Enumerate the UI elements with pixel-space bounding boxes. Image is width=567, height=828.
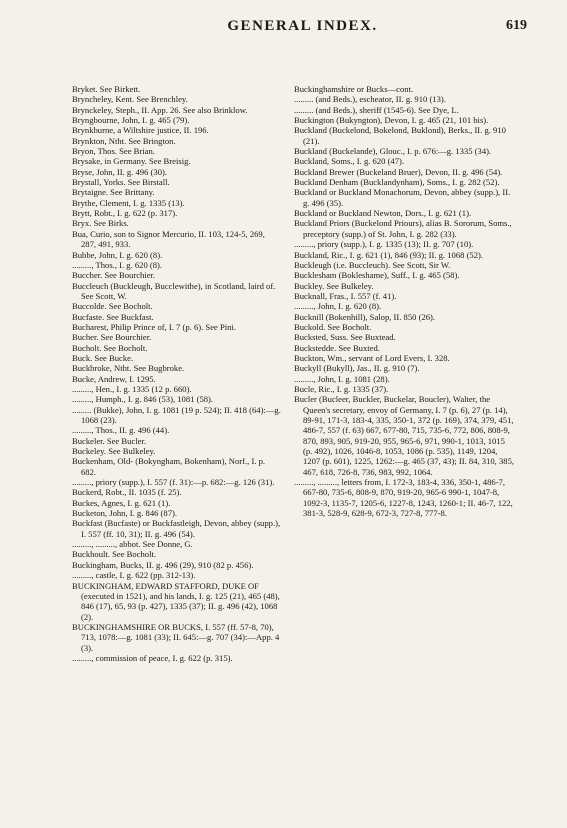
index-entry: ........., castle, I. g. 622 (pp. 312-13). (72, 570, 196, 581)
index-entry: Brynckeley, Steph., II. App. 26. See also Brinklow. (72, 104, 248, 115)
index-entry: Bucklesham (Bokleshame), Suff., I. g. 465 (58). (294, 270, 460, 281)
right-index-column (294, 84, 516, 518)
index-entry: Buckland or Buckland Newton, Dors., I. g. 621 (1). (294, 208, 472, 219)
index-entry: ........., John, I. g. 1081 (28). (294, 373, 390, 384)
index-entry: ........., Humph., I. g. 846 (53), 1081 (58). (72, 394, 214, 405)
index-entry: ........., Thos., I. g. 620 (8). (72, 259, 163, 270)
index-entry: BUCKINGHAMSHIRE OR BUCKS, I. 557 (ff. 57-8, 70), 713, 1078:—g. 1081 (33); II. 645:—g. 707 (34):—App. 4 (3). (72, 621, 280, 653)
index-entry: Buckeler. See Bucler. (72, 435, 146, 446)
index-entry: Bryx. See Birks. (72, 218, 129, 229)
index-entry: Bryngbourne, John, I. g. 465 (79). (72, 115, 190, 126)
index-entry: ........., Hen., I. g. 1335 (12 p. 660). (72, 383, 192, 394)
index-entry: Buckley. See Bulkeley. (294, 280, 374, 291)
index-entry: Brytt, Robt., I. g. 622 (p. 317). (72, 208, 178, 219)
index-entry: Buccher. See Bourchier. (72, 270, 156, 281)
index-entry: ........., priory (supp.), I. 557 (f. 31):—p. 682:—g. 126 (31). (72, 477, 275, 488)
page-title: GENERAL INDEX. (227, 18, 378, 34)
index-entry: Bryse, John, II. g. 496 (30). (72, 166, 167, 177)
index-entry: Buckland Priors (Buckelond Priours), alias B. Sororum, Soms., preceptory (supp.) of St. John, I. g. 282 (33). (294, 218, 512, 239)
index-entry: ........., John, I. g. 620 (8). (294, 301, 382, 312)
index-entry: Buckes, Agnes, I. g. 621 (1). (72, 497, 171, 508)
index-entry: Bucle, Ric., I. g. 1335 (37). (294, 383, 389, 394)
index-entry: Bucharest, Philip Prince of, I. 7 (p. 6). See Pini. (72, 321, 236, 332)
index-entry: Buckfast (Bucfaste) or Buckfastleigh, Devon, abbey (supp.), I. 557 (ff. 10, 31); II. g. 496 (54). (72, 518, 281, 539)
index-entry: Buckton, Wm., servant of Lord Evers, I. 328. (294, 352, 450, 363)
index-entry: Buckleugh (i.e. Buccleuch). See Scott, Sir W. (294, 259, 451, 270)
index-entry: Buccolde. See Bocholt. (72, 301, 153, 312)
index-entry: Buckland Denham (Bucklandynham), Soms., I. g. 282 (52). (294, 177, 500, 188)
index-entry: Brynkburne, a Wiltshire justice, II. 196. (72, 125, 209, 136)
index-entry: Buckington (Bukyngton), Devon, I. g. 465 (21, 101 bis). (294, 115, 489, 126)
index-entry: Buckold. See Bocholt. (294, 321, 372, 332)
index-entry: Buckerd, Robt., II. 1035 (f. 25). (72, 487, 182, 498)
index-entry: Buckeley. See Bulkeley. (72, 446, 156, 457)
index-entry: Buckland, Soms., I. g. 620 (47). (294, 156, 405, 167)
index-entry: Buckingham, Bucks, II. g. 496 (29), 910 (82 p. 456). (72, 559, 254, 570)
index-entry: Bubbe, John, I. g. 620 (8). (72, 249, 163, 260)
index-entry: Bucfaste. See Buckfast. (72, 311, 154, 322)
index-entry: Buckbroke, Ntht. See Bugbroke. (72, 363, 185, 374)
index-entry: ......... (Bukke), John, I. g. 1081 (19 p. 524); II. 418 (64):—g. 1068 (23). (72, 404, 281, 425)
index-entry: Bua, Curio, son to Signor Mercurio, II. 103, 124-5, 269, 287, 491, 933. (72, 228, 265, 250)
index-entry: Brysake, in Germany. See Breisig. (72, 156, 191, 167)
index-entry: Buckland Brewer (Buckeland Bruer), Devon, II. g. 496 (54). (294, 166, 503, 177)
index-entry: Buckland or Buckland Monachorum, Devon, abbey (supp.), II. g. 496 (35). (294, 187, 511, 208)
index-entry: Buck. See Bucke. (72, 352, 134, 363)
index-entry: Bucher. See Bourchier. (72, 332, 152, 343)
index-entry: ........., ........., letters from, I. 172-3, 183-4, 336, 350-1, 486-7, 667-80, 735-6, 808-9, 870, 919-20, 965-6 990-1, 1047-8, 1092-3, 1135-7, 1205-6, 1227-8, 1243, 1260-1; II. 46-7, 122, 381-3, 528-9, 628-9, 672-3, 727-8, 777-8. (294, 477, 513, 519)
index-entry: Bucknill (Bokenhill), Salop, II. 850 (26). (294, 311, 436, 322)
index-entry: ......... (and Beds.), sheriff (1545-6). See Dye, L. (294, 104, 459, 115)
index-entry: Buckland (Buckelond, Bokelond, Buklond), Berks., II. g. 910 (21). (294, 125, 506, 146)
page-number: 619 (506, 18, 527, 33)
index-entry: Bucke, Andrew, I. 1295. (72, 373, 156, 384)
running-header (78, 18, 527, 40)
index-entry: Brytaigne. See Brittany. (72, 187, 155, 198)
index-entry: Bucholt. See Bocholt. (72, 342, 148, 353)
index-entry: Brynkton, Ntht. See Brington. (72, 135, 176, 146)
index-entry: ........., Thos., II. g. 496 (44). (72, 425, 170, 436)
index-entry: Buckhoult. See Bocholt. (72, 549, 157, 560)
index-entry: ........., ........., abbot. See Donne, G. (72, 539, 193, 550)
index-entry: Buckstedde. See Buxted. (294, 342, 380, 353)
index-entry: Bryket. See Birkett. (72, 84, 141, 94)
index-entry: Buckinghamshire or Bucks—cont. (294, 84, 414, 94)
left-index-column (72, 84, 282, 663)
index-entry: ........., commission of peace, I. g. 622 (p. 315). (72, 652, 233, 663)
index-entry: ........., priory (supp.), I. g. 1335 (13); II. g. 707 (10). (294, 239, 474, 250)
index-entry: Bucketon, John, I. g. 846 (87). (72, 508, 178, 519)
index-entry: Brystall, Yorks. See Birstall. (72, 177, 170, 188)
index-entry: Buckyll (Bukyll), Jas., II. g. 910 (7). (294, 363, 420, 374)
index-entry: Bucler (Bucleer, Buckler, Buckelar, Boucler), Walter, the Queen's secretary, envoy of Germany, I. 7 (p. 6), 27 (p. 14), 89-91, 171-3, 183-4, 335, 350-1, 372 (p. 169), 374, 379, 451, 486-7, 557 (f. 63) 667, 677-80, 715, 735-6, 772, 806, 808-9, 870, 893, 905, 919-20, 955, 965-6, 971, 990-1, 1013, 1015 (p. 492), 1026, 1046-8, 1053, 1086 (p. 535), 1149, 1204, 1207 (p. 601), 1225, 1262:—g. 465 (37, 43); II. 84, 310, 385, 467, 618, 726-8, 736, 983, 992, 1064. (294, 394, 515, 477)
index-entry: BUCKINGHAM, EDWARD STAFFORD, DUKE OF (executed in 1521), and his lands, I. g. 125 (21), 465 (48), 846 (17), 65, 93 (p. 427), 1335 (37); II. g. 496 (42), 1068 (2). (72, 580, 280, 622)
index-entry: Brythe, Clement, I. g. 1335 (13). (72, 197, 185, 208)
index-entry: Bucksted, Suss. See Buxtead. (294, 332, 396, 343)
index-entry: Buckland (Buckelande), Glouc., I. p. 676:—g. 1335 (34). (294, 146, 492, 157)
index-entry: Bryon, Thos. See Brian. (72, 146, 155, 157)
index-entry: ......... (and Beds.), escheator, II. g. 910 (13). (294, 94, 446, 105)
index-entry: Bryncheley, Kent. See Brenchley. (72, 94, 188, 105)
index-entry: Buckenham, Old- (Bokyngham, Bokenham), Norf., I. p. 682. (72, 456, 266, 477)
index-entry: Bucknall, Fras., I. 557 (f. 41). (294, 290, 397, 301)
index-entry: Buckland, Ric., I. g. 621 (1), 846 (93); II. g. 1068 (52). (294, 249, 484, 260)
index-entry: Buccleuch (Buckleugh, Bucclewithe), in Scotland, laird of. See Scott, W. (72, 280, 276, 301)
